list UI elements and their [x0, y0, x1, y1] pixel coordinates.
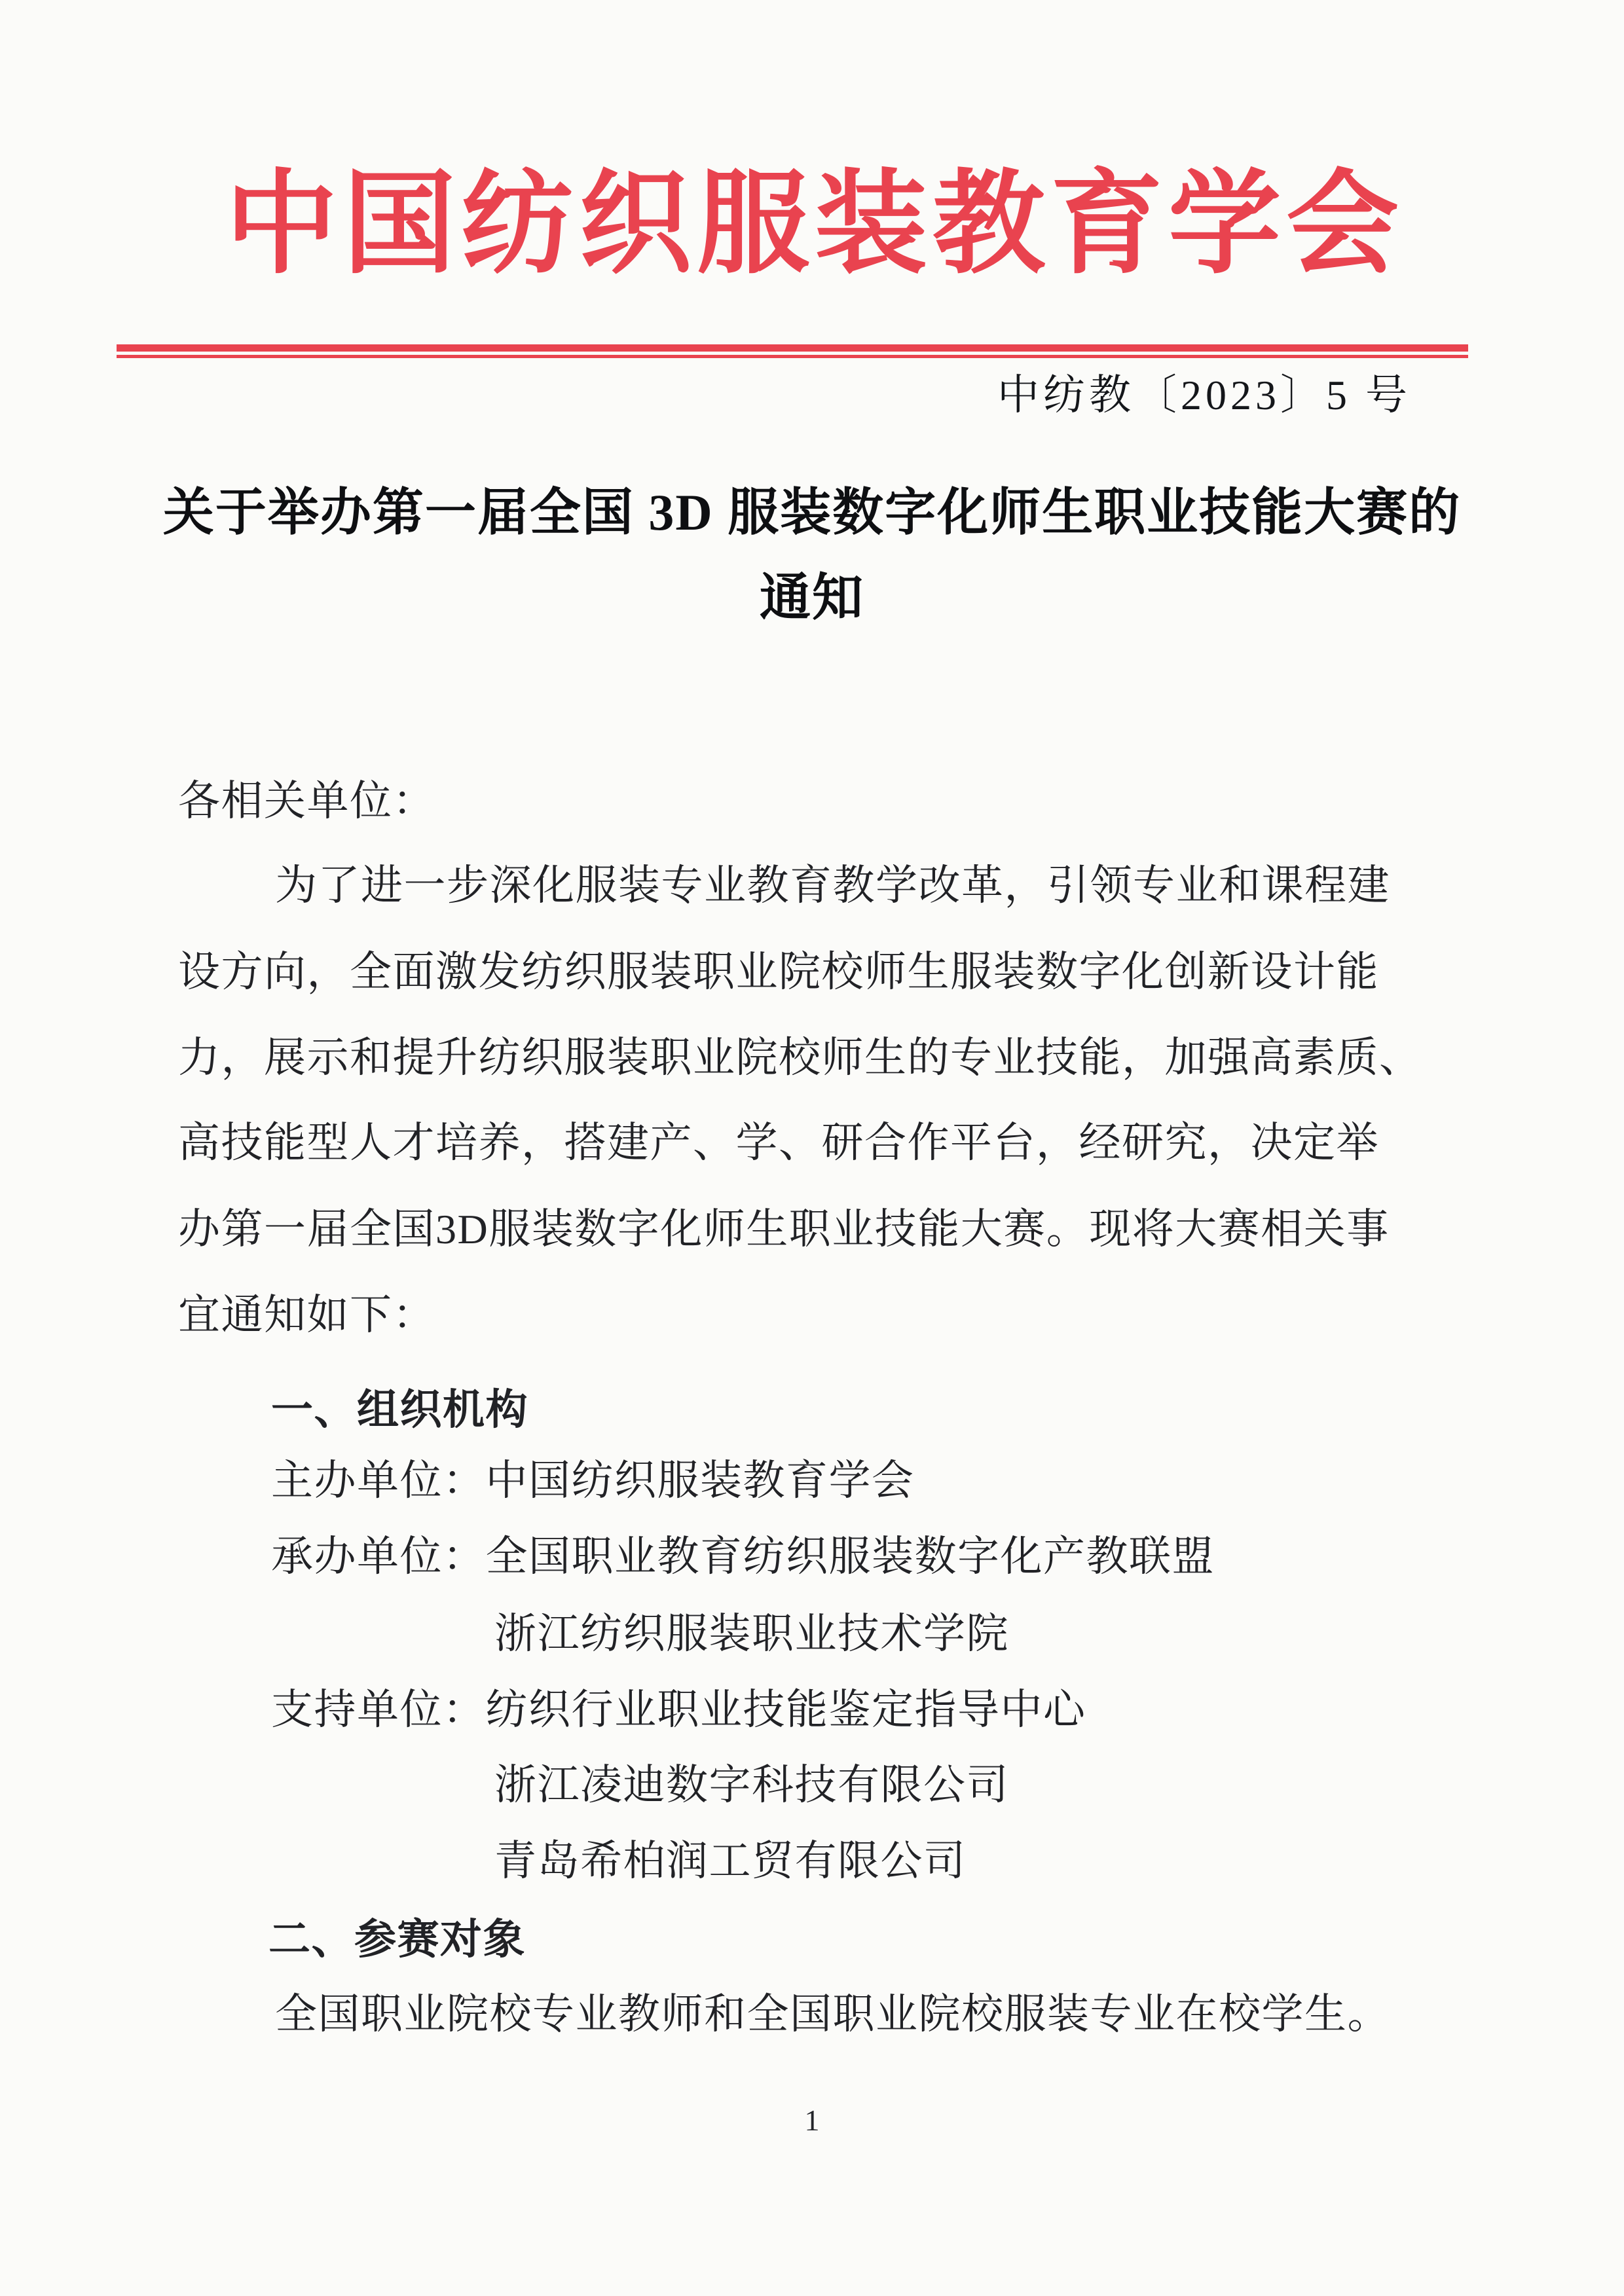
support-unit-line-3: 青岛希柏润工贸有限公司 [494, 1838, 967, 1884]
red-divider-thin-line [117, 355, 1468, 358]
organization-header-title: 中国纺织服装教育学会 [225, 163, 1404, 287]
organizer-unit-line: 承办单位：全国职业教育纺织服装数字化产教联盟 [271, 1533, 1215, 1580]
document-title-line-2: 通知 [759, 569, 864, 626]
organizer-unit-line-2: 浙江纺织服装职业技术学院 [494, 1611, 1009, 1657]
document-title-line-1: 关于举办第一届全国 3D 服装数字化师生职业技能大赛的 [162, 484, 1462, 541]
salutation-line: 各相关单位： [178, 778, 435, 824]
body-line: 设方向，全面激发纺织服装职业院校师生服装数字化创新设计能 [178, 949, 1379, 995]
support-unit-line: 支持单位：纺织行业职业技能鉴定指导中心 [271, 1686, 1086, 1733]
body-line: 高技能型人才培养，搭建产、学、研合作平台，经研究，决定举 [178, 1120, 1379, 1166]
host-unit-line: 主办单位：中国纺织服装教育学会 [271, 1457, 915, 1504]
section-heading-1-organization: 一、组织机构 [271, 1387, 528, 1433]
support-unit-line-2: 浙江凌迪数字科技有限公司 [494, 1762, 1009, 1808]
body-line: 办第一届全国3D服装数字化师生职业技能大赛。现将大赛相关事 [178, 1206, 1390, 1252]
body-line: 宜通知如下： [178, 1292, 435, 1338]
section-heading-2-participants: 二、参赛对象 [268, 1916, 526, 1963]
document-reference-number: 中纺教〔2023〕5 号 [997, 372, 1411, 418]
red-divider-thick-line [117, 344, 1468, 352]
page-number: 1 [804, 2104, 820, 2137]
body-line: 为了进一步深化服装专业教育教学改革，引领专业和课程建 [275, 862, 1390, 909]
body-line: 力，展示和提升纺织服装职业院校师生的专业技能，加强高素质、 [178, 1034, 1422, 1081]
body-line: 全国职业院校专业教师和全国职业院校服装专业在校学生。 [275, 1991, 1390, 2037]
